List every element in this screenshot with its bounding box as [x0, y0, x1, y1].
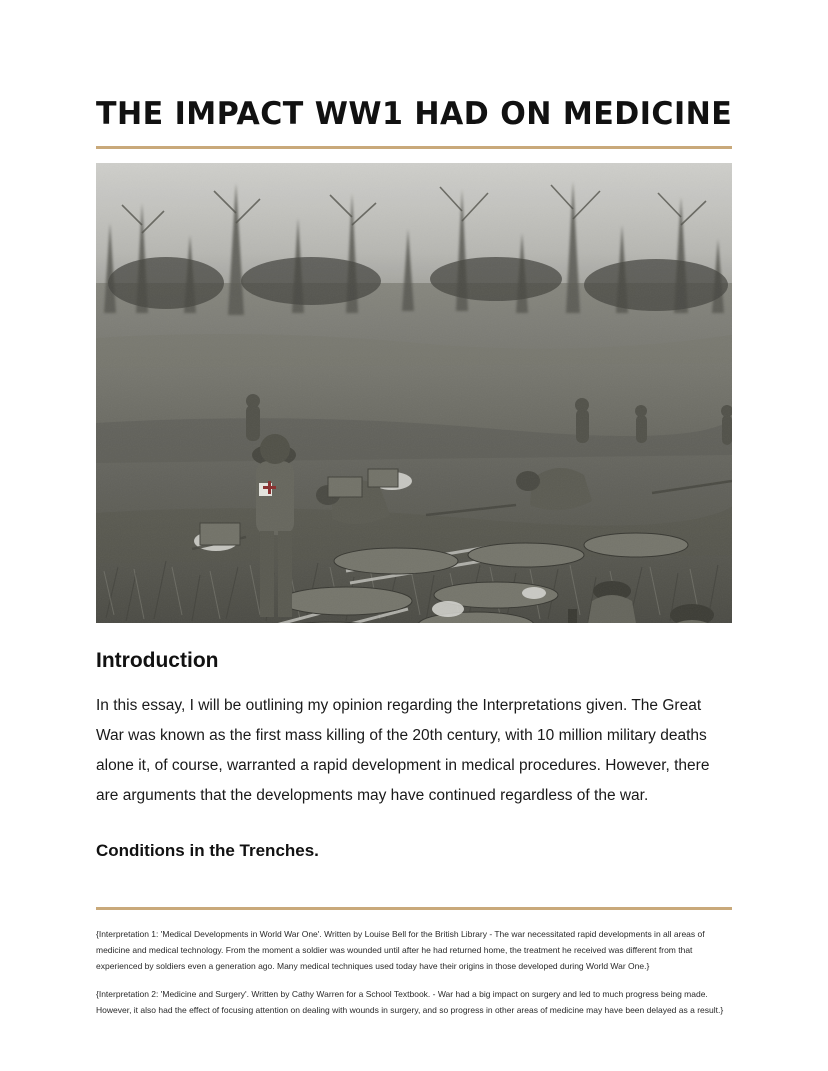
footnote-interpretation-1: {Interpretation 1: 'Medical Developments in World War One'. Written by Louise Bell for the British Library - The war necessitated rapid developments in all areas of medicine and medical technology. From the moment a soldier was wounded until after he had returned home, the treatment he received was different from that experienced by soldiers even a generation ago. Many medical techniques used today have their origins in those developed during World War One.} — [96, 929, 705, 971]
title-divider — [96, 146, 732, 149]
page-title: THE IMPACT WW1 HAD ON MEDICINE — [96, 96, 733, 132]
introduction-paragraph: In this essay, I will be outlining my opinion regarding the Interpretations given. The Great War was known as the first mass killing of the 20th century, with 10 million military deaths alone it, of course, warranted a rapid development in medical procedures. However, there are arguments that the developments may have continued regardless of the war. — [96, 697, 710, 804]
sub-heading-conditions: Conditions in the Trenches. — [96, 841, 319, 860]
section-heading-introduction: Introduction — [96, 649, 219, 672]
footnote-interpretation-2: {Interpretation 2: 'Medicine and Surgery'. Written by Cathy Warren for a School Textbook. - War had a big impact on surgery and led to much progress being made. However, it also had the effect of focusing attention on dealing with wounds in surgery, and so progress in other areas of medicine may have been delayed as a result.} — [96, 989, 724, 1015]
battlefield-photo — [96, 163, 732, 623]
battlefield-photo-graphic — [96, 163, 732, 623]
footnote-divider — [96, 907, 732, 910]
document-content — [96, 96, 732, 1018]
